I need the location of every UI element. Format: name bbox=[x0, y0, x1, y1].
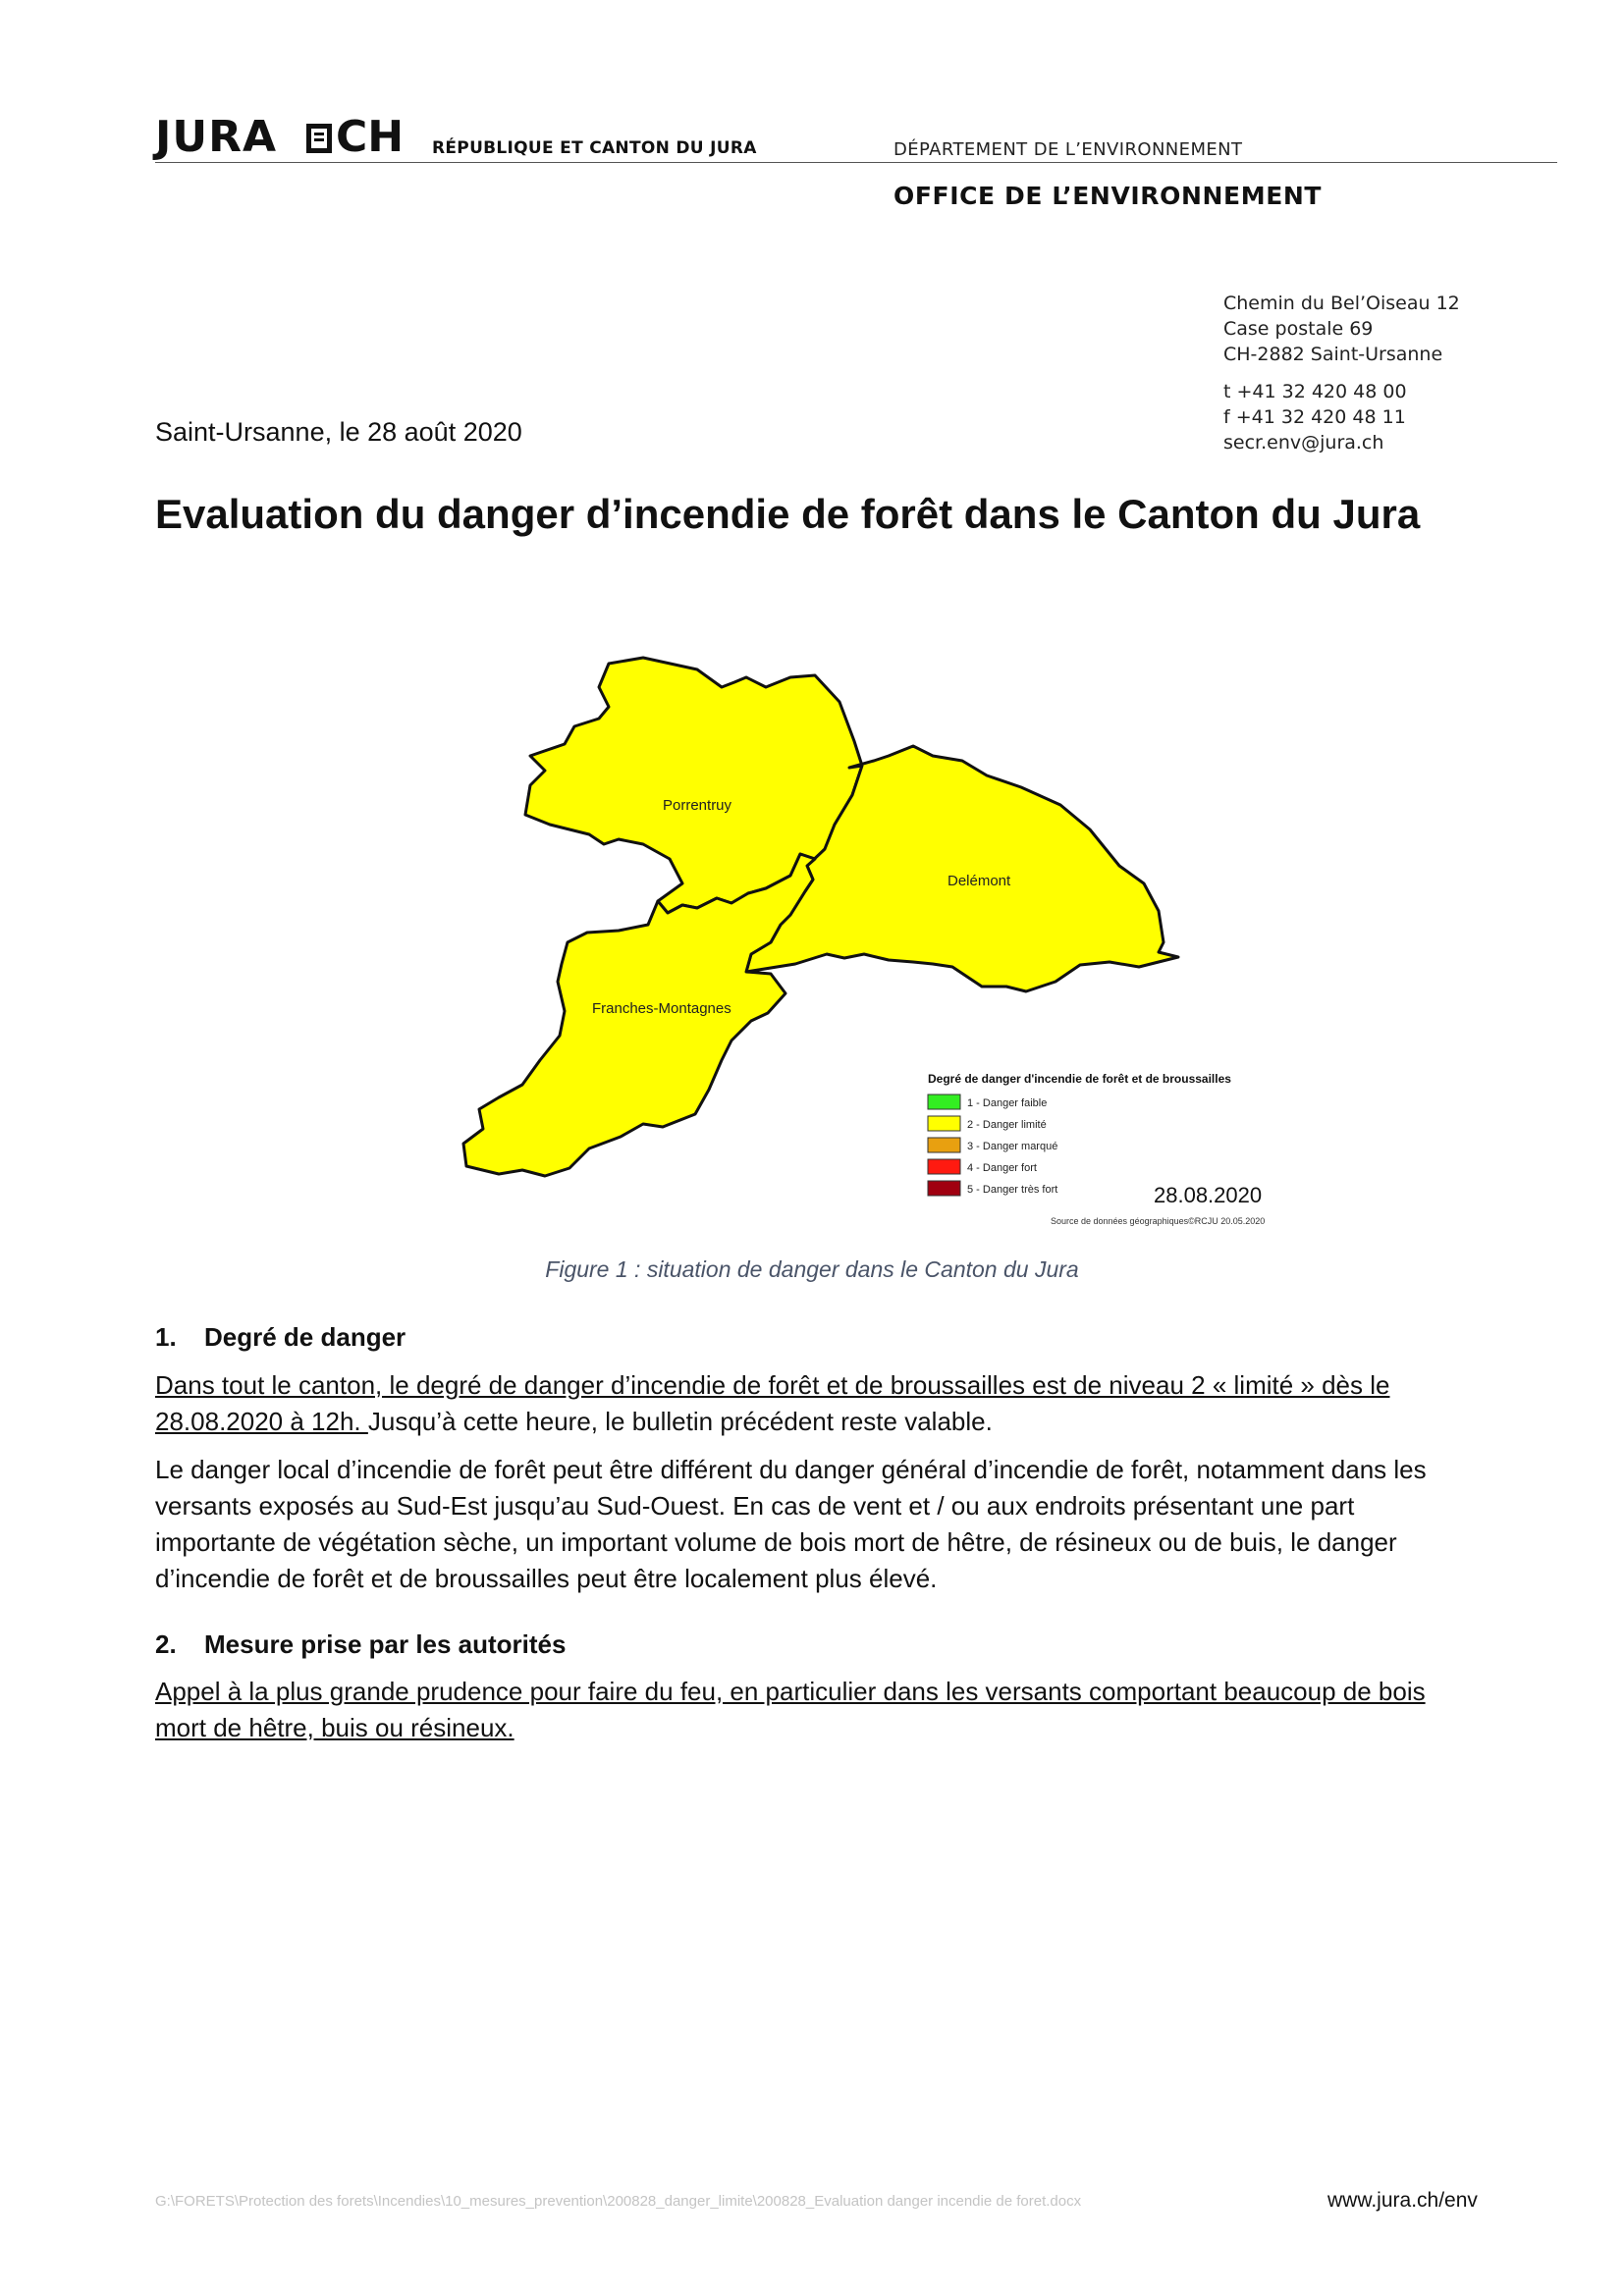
address-block bbox=[1223, 291, 1460, 455]
section-2-heading bbox=[155, 1629, 566, 1660]
page-title: Evaluation du danger d’incendie de forêt dans le Canton du Jura bbox=[155, 491, 1421, 537]
label-porrentruy: Porrentruy bbox=[663, 797, 732, 814]
legend-label: 5 - Danger très fort bbox=[967, 1184, 1058, 1196]
section-1-heading bbox=[155, 1322, 406, 1353]
legend-label: 1 - Danger faible bbox=[967, 1097, 1048, 1109]
office-label: OFFICE DE L’ENVIRONNEMENT bbox=[893, 182, 1323, 210]
section-1-number: 1. bbox=[155, 1322, 177, 1352]
section-2-number: 2. bbox=[155, 1629, 177, 1659]
legend-swatch bbox=[928, 1138, 960, 1152]
canton-crest-stripe bbox=[314, 138, 324, 141]
section-2-paragraph-1: Appel à la plus grande prudence pour faire du feu, en particulier dans les versants comportant beaucoup de bois mort de hêtre, buis ou résineux. bbox=[155, 1677, 1426, 1742]
label-franches-montagnes: Franches-Montagnes bbox=[592, 1000, 731, 1017]
legend-title: Degré de danger d'incendie de forêt et de broussailles bbox=[928, 1072, 1231, 1086]
footer-file-path: G:\FORETS\Protection des forets\Incendies\10_mesures_prevention\200828_danger_limite\200828_Evaluation danger incendie de foret.docx bbox=[155, 2193, 1082, 2210]
map-date: 28.08.2020 bbox=[1154, 1183, 1263, 1207]
label-delemont: Delémont bbox=[947, 873, 1011, 889]
legend-label: 2 - Danger limité bbox=[967, 1119, 1047, 1131]
legend-swatch bbox=[928, 1181, 960, 1196]
header-divider bbox=[155, 162, 1557, 163]
section-1-paragraph-2: Le danger local d’incendie de forêt peut être différent du danger général d’incendie de forêt, notamment dans les versants exposés au Sud-Est jusqu’au Sud-Ouest. En cas de vent et / ou aux endroits présentant une part importante de végétation sèche, un important volume de bois mort de hêtre, de résineux ou de buis, le danger d’incendie de forêt et de broussailles peut être localement plus élevé. bbox=[155, 1455, 1427, 1593]
legend-swatch bbox=[928, 1116, 960, 1131]
address-po-box: Case postale 69 bbox=[1223, 318, 1374, 340]
logo-jura-text: JURA bbox=[155, 112, 278, 162]
bulletin-validity-note: Jusqu’à cette heure, le bulletin précédent reste valable. bbox=[367, 1407, 993, 1436]
legend-swatch bbox=[928, 1159, 960, 1174]
republique-label: RÉPUBLIQUE ET CANTON DU JURA bbox=[432, 138, 757, 158]
footer-website-link[interactable]: www.jura.ch/env bbox=[1327, 2189, 1478, 2212]
section-2-title: Mesure prise par les autorités bbox=[204, 1629, 567, 1659]
legend-items bbox=[928, 1095, 1057, 1196]
legend-label: 3 - Danger marqué bbox=[967, 1141, 1058, 1152]
danger-level-statement: Dans tout le canton, le degré de danger d’incendie de forêt et de broussailles est de niveau 2 « limité » dès le 28.08.2020 à 12h. bbox=[155, 1370, 1390, 1436]
danger-map bbox=[452, 648, 1316, 1237]
map-source: Source de données géographiques©RCJU 20.05.2020 bbox=[1051, 1216, 1266, 1226]
department-label: DÉPARTEMENT DE L’ENVIRONNEMENT bbox=[893, 139, 1243, 160]
address-phone: t +41 32 420 48 00 bbox=[1223, 381, 1407, 402]
section-1-paragraph-1 bbox=[155, 1367, 1481, 1440]
canton-crest-stripe bbox=[314, 133, 324, 135]
date-line: Saint-Ursanne, le 28 août 2020 bbox=[155, 417, 522, 447]
address-email[interactable]: secr.env@jura.ch bbox=[1223, 432, 1384, 454]
figure-caption: Figure 1 : situation de danger dans le Canton du Jura bbox=[545, 1256, 1079, 1282]
address-city: CH-2882 Saint-Ursanne bbox=[1223, 344, 1443, 365]
legend-swatch bbox=[928, 1095, 960, 1109]
address-fax: f +41 32 420 48 11 bbox=[1223, 406, 1406, 428]
section-1-title: Degré de danger bbox=[204, 1322, 406, 1352]
legend-label: 4 - Danger fort bbox=[967, 1162, 1037, 1174]
logo-ch-text: CH bbox=[336, 112, 405, 162]
address-street: Chemin du Bel’Oiseau 12 bbox=[1223, 293, 1460, 314]
